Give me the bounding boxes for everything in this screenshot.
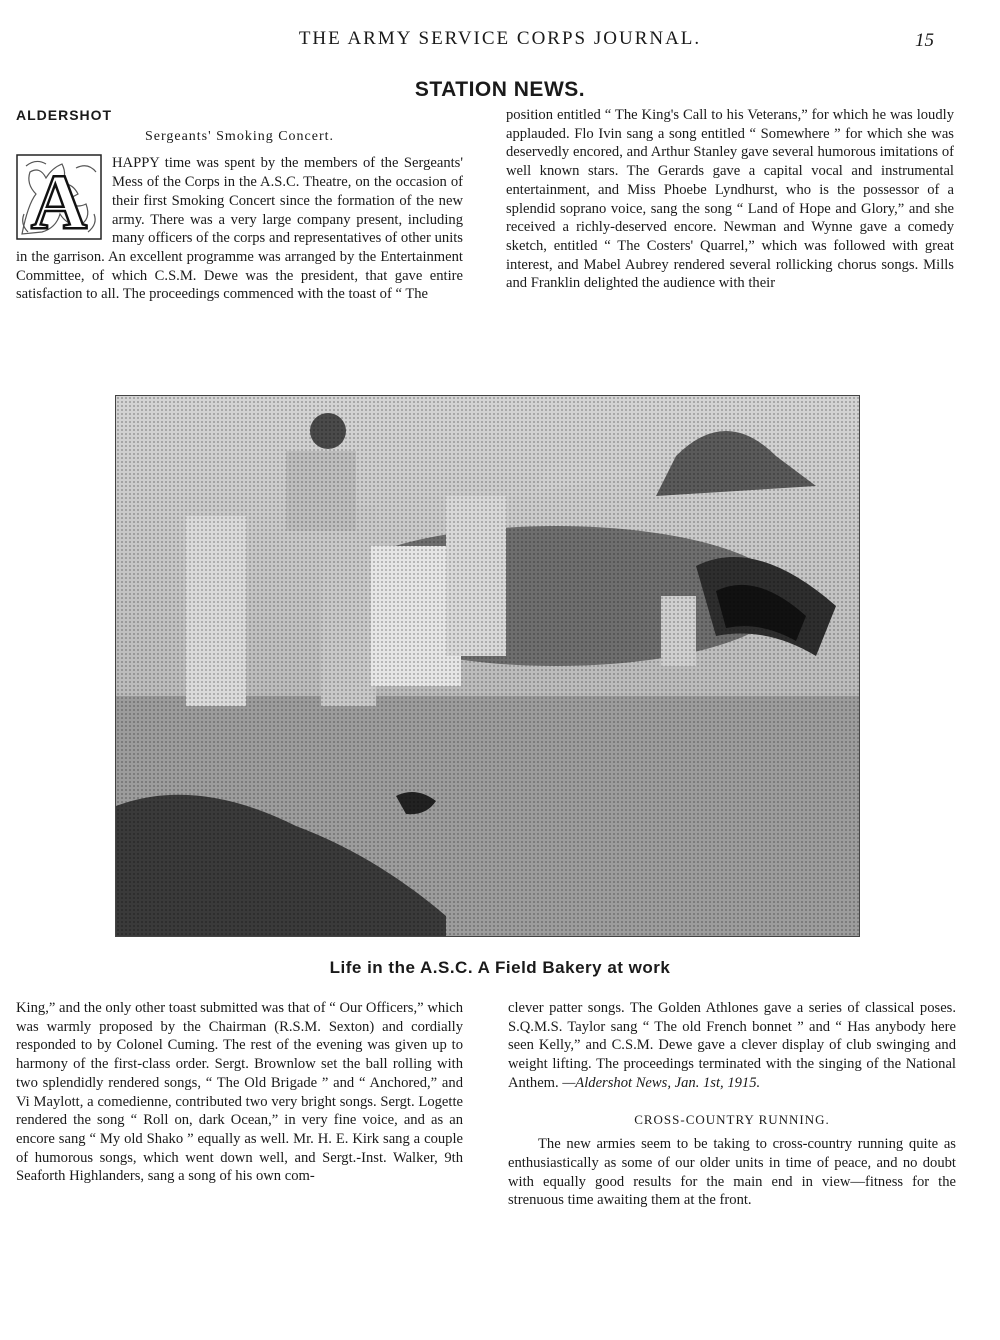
drop-cap-letter: A <box>30 158 88 241</box>
article-paragraph-4-text: clever patter songs. The Golden Athlones gave a series of classical poses. S.Q.M.S. Taylor sang “ The old French bonnet ” and “ Has anybody here seen Kelly,” and C.S.M. Dewe gave a clever display of club swinging and weight lifting. The proceedings terminated with the singing of the National Anthem. <box>508 1000 956 1091</box>
photo-halftone <box>116 396 859 936</box>
article-paragraph-3: King,” and the only other toast submitted was that of “ Our Officers,” which was warmly proposed by the Chairman (R.S.M. Sexton) and cordially responded to by Colonel Cuming. The rest of the evening was given up to harmony of the first-class order. Sergt. Brownlow set the ball rolling with two splendidly rendered songs, “ The Old Brigade ” and “ Anchored,” and Vi Maylott, a comedienne, contributed two very bright songs. Sergt. Logette rendered the song “ Roll on, dark Ocean,” in very fine voice, and as an encore sang “ My old Shako ” equally as well. Mr. H. E. Kirk sang a couple of humorous songs, which went down well, and Sergt.-Inst. Walker, 9th Seaforth Highlanders, sang a song of his own com- <box>16 1000 463 1185</box>
section-title: STATION NEWS. <box>414 78 586 101</box>
place-heading: ALDERSHOT <box>16 107 113 123</box>
article-paragraph-1: HAPPY time was spent by the members of the Sergeants' Mess of the Corps in the A.S.C. Theatre, on the occasion of their first Smoking Concert since the formation of the new army. There was a very large company present, including many officers of the corps and representatives of other units in the garrison. An excellent programme was arranged by the Entertainment Committee, of which C.S.M. Dewe was the president, that gave entire satisfaction to all. The proceedings commenced with the toast of “ The <box>16 155 463 303</box>
source-attribution: —Aldershot News, Jan. 1st, 1915. <box>562 1074 761 1091</box>
page-number: 15 <box>915 30 934 51</box>
field-bakery-photo <box>115 395 860 937</box>
cross-country-paragraph: The new armies seem to be taking to cross-country running quite as enthusiastically as some of our older units in time of peace, and no doubt with equally good results for the main end in view—fitness for the strenuous time awaiting them at the front. <box>508 1136 956 1209</box>
column-bottom-right <box>508 999 956 1210</box>
column-top-left <box>16 106 463 304</box>
article-subtitle: Sergeants' Smoking Concert. <box>144 128 335 144</box>
photo-caption: Life in the A.S.C. A Field Bakery at work <box>329 958 671 977</box>
cross-country-heading: CROSS-COUNTRY RUNNING. <box>634 1111 830 1127</box>
article-paragraph-4 <box>508 999 956 1093</box>
column-bottom-left <box>16 999 463 1186</box>
column-top-right <box>506 106 954 293</box>
drop-cap-ornament <box>16 154 102 240</box>
article-paragraph-2: position entitled “ The King's Call to his Veterans,” for which he was loudly applauded. Flo Ivin sang a song entitled “ Somewhere ” for which she was deservedly encored, and Arthur Stanley gave several humorous imitations of well known stars. The Gerards gave a capital vocal and instrumental entertainment, and Miss Phoebe Lyndhurst, who is the possessor of a splendid soprano voice, sang the song “ Land of Hope and Glory,” and she received a richly-deserved encore. Newman and Wynne gave a comedy sketch, entitled “ The Costers' Quarrel,” which was followed with great interest, and Mabel Aubrey rendered several rollicking chorus songs. Mills and Franklin delighted the audience with their <box>506 107 954 292</box>
running-title: THE ARMY SERVICE CORPS JOURNAL. <box>298 28 702 49</box>
